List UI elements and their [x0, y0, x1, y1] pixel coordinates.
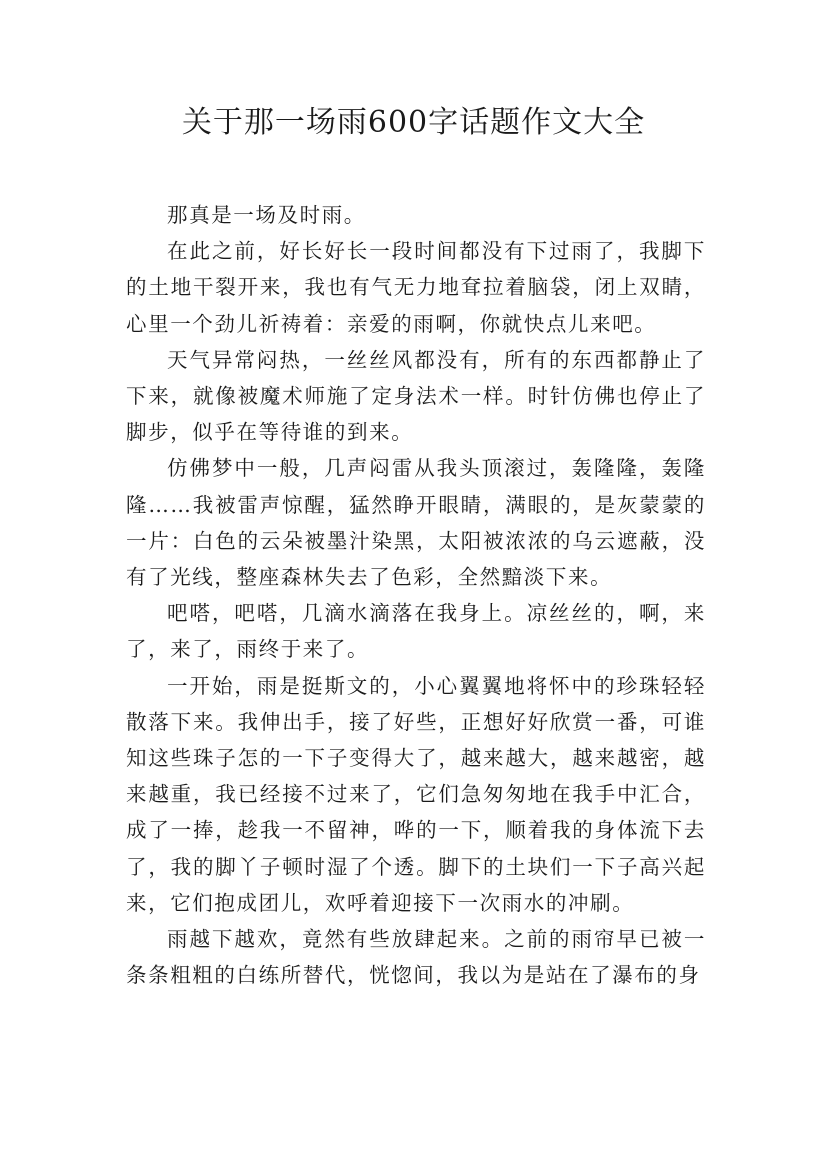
paragraph: 仿佛梦中一般，几声闷雷从我头顶滚过，轰隆隆，轰隆隆……我被雷声惊醒，猛然睁开眼睛，满眼的，是灰蒙蒙的一片：白色的云朵被墨汁染黑，太阳被浓浓的乌云遮蔽，没有了光线，整座森林失去了色彩，全然黯淡下来。: [126, 456, 706, 590]
paragraph: 天气异常闷热，一丝丝风都没有，所有的东西都静止了下来，就像被魔术师施了定身法术一样。时针仿佛也停止了脚步，似乎在等待谁的到来。: [126, 347, 706, 445]
paragraph: 在此之前，好长好长一段时间都没有下过雨了，我脚下的土地干裂开来，我也有气无力地耷拉着脑袋，闭上双睛，心里一个劲儿祈祷着：亲爱的雨啊，你就快点儿来吧。: [126, 239, 706, 336]
paragraph: 那真是一场及时雨。: [167, 203, 366, 227]
paragraph: 吧嗒，吧嗒，几滴水滴落在我身上。凉丝丝的，啊，来了，来了，雨终于来了。: [126, 601, 706, 662]
paragraph: 雨越下越欢，竟然有些放肆起来。之前的雨帘早已被一条条粗粗的白练所替代，恍惚间，我以为是站在了瀑布的身: [126, 927, 706, 988]
document-body: [126, 197, 706, 993]
document-title: 关于那一场雨600字话题作文大全: [181, 105, 646, 140]
paragraph: 一开始，雨是挺斯文的，小心翼翼地将怀中的珍珠轻轻散落下来。我伸出手，接了好些，正想好好欣赏一番，可谁知这些珠子怎的一下子变得大了，越来越大，越来越密，越来越重，我已经接不过来了，它们急匆匆地在我手中汇合，成了一捧，趁我一不留神，哗的一下，顺着我的身体流下去了，我的脚丫子顿时湿了个透。脚下的土块们一下子高兴起来，它们抱成团儿，欢呼着迎接下一次雨水的冲刷。: [126, 673, 706, 915]
